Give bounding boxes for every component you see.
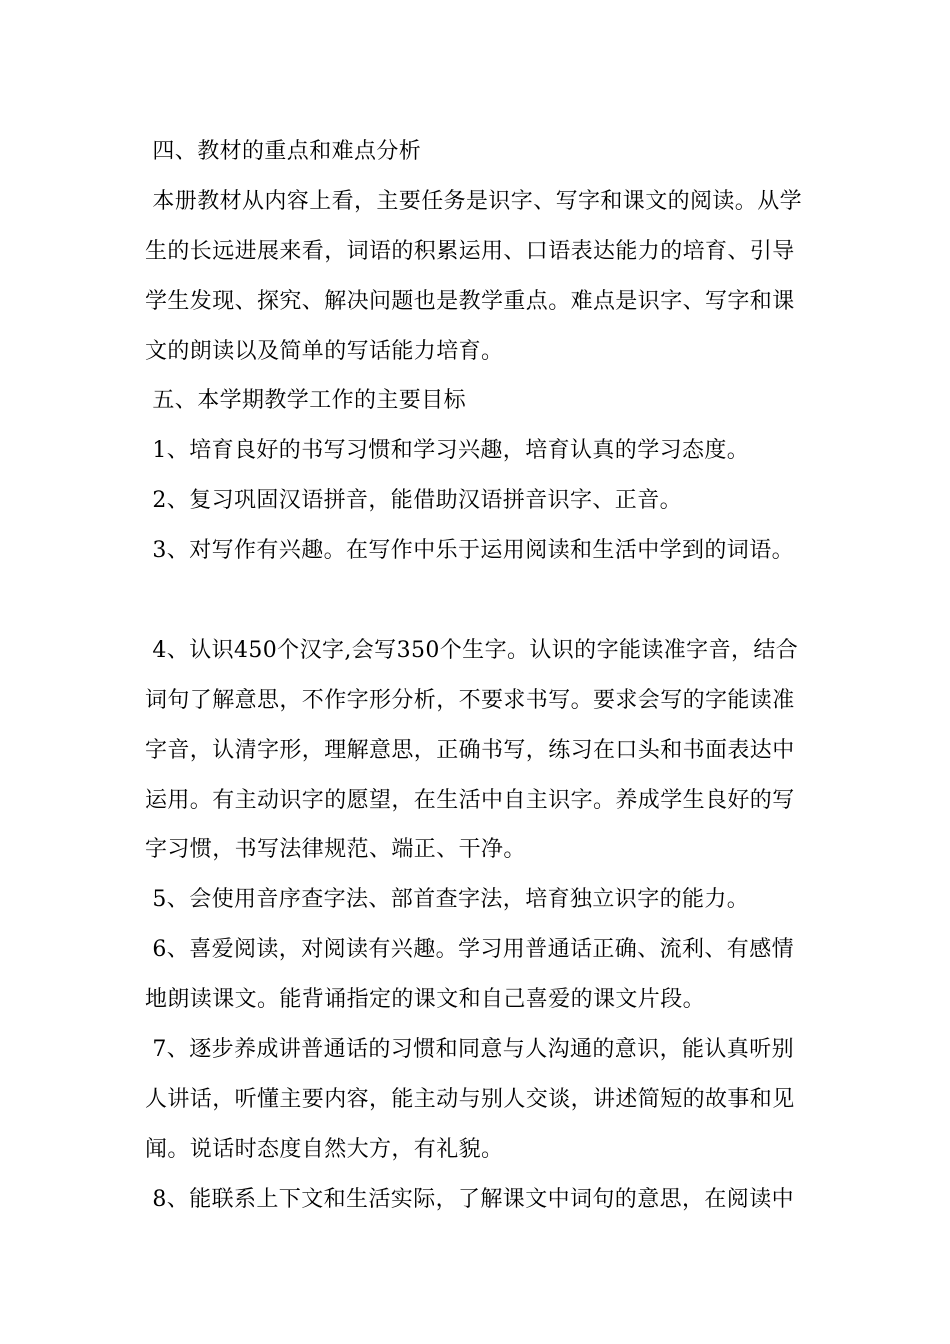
- paragraph-line: 字音，认清字形，理解意思，正确书写，练习在口头和书面表达中: [145, 738, 795, 763]
- goal-item-1: 1、培育良好的书写习惯和学习兴趣，培育认真的学习态度。: [145, 438, 750, 463]
- paragraph-line: 生的长远进展来看，词语的积累运用、口语表达能力的培育、引导: [145, 239, 795, 264]
- paragraph-line: 学生发现、探究、解决问题也是教学重点。难点是识字、写字和课: [145, 289, 795, 314]
- paragraph-line: 人讲话，听懂主要内容，能主动与别人交谈，讲述简短的故事和见: [145, 1087, 795, 1112]
- paragraph-line: 字习惯，书写法律规范、端正、干净。: [145, 837, 526, 862]
- section-heading-4: 四、教材的重点和难点分析: [145, 139, 422, 164]
- paragraph-line: 本册教材从内容上看，主要任务是识字、写字和课文的阅读。从学: [145, 189, 802, 214]
- goal-item-3: 3、对写作有兴趣。在写作中乐于运用阅读和生活中学到的词语。: [145, 538, 794, 563]
- goal-item-4: 4、认识450个汉字,会写350个生字。认识的字能读准字音，结合: [145, 638, 799, 663]
- goal-item-8: 8、能联系上下文和生活实际，了解课文中词句的意思，在阅读中: [145, 1187, 794, 1212]
- paragraph-line: 地朗读课文。能背诵指定的课文和自己喜爱的课文片段。: [145, 987, 706, 1012]
- paragraph-line: 闻。说话时态度自然大方，有礼貌。: [145, 1137, 504, 1162]
- goal-item-6: 6、喜爱阅读，对阅读有兴趣。学习用普通话正确、流利、有感情: [145, 937, 794, 962]
- goal-item-7: 7、逐步养成讲普通话的习惯和同意与人沟通的意识，能认真听别: [145, 1037, 794, 1062]
- goal-item-5: 5、会使用音序查字法、部首查字法，培育独立识字的能力。: [145, 887, 750, 912]
- paragraph-line: 文的朗读以及简单的写话能力培育。: [145, 339, 504, 364]
- paragraph-line: 词句了解意思，不作字形分析，不要求书写。要求会写的字能读准: [145, 688, 795, 713]
- section-heading-5: 五、本学期教学工作的主要目标: [145, 388, 466, 413]
- paragraph-line: 运用。有主动识字的愿望，在生活中自主识字。养成学生良好的写: [145, 788, 795, 813]
- goal-item-2: 2、复习巩固汉语拼音，能借助汉语拼音识字、正音。: [145, 488, 682, 513]
